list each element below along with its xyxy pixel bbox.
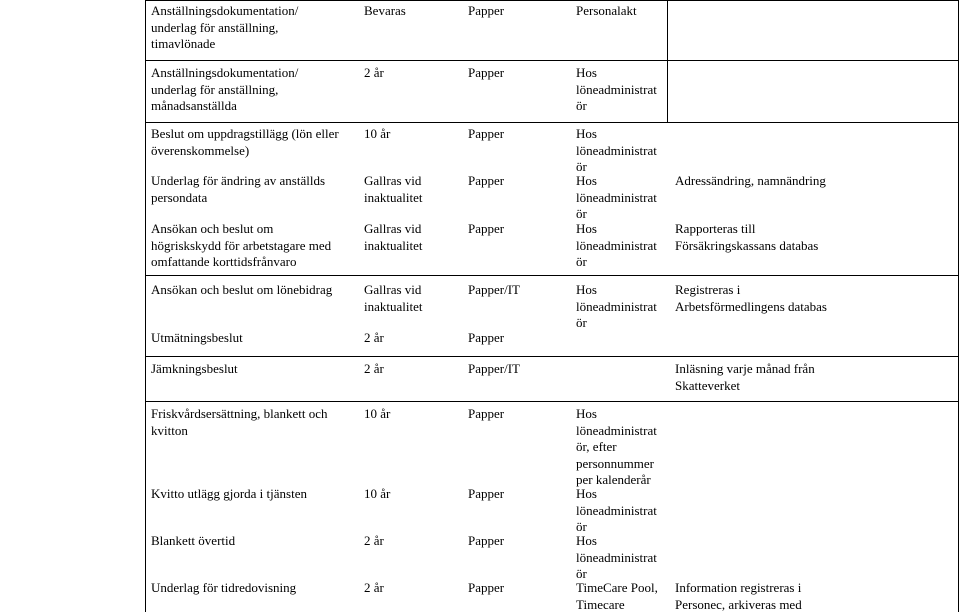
retention-cell: 2 år: [364, 361, 384, 376]
row-divider: [145, 401, 959, 402]
retention-cell: 2 år: [364, 330, 384, 345]
storage-location-cell: Hos löneadministrat ör: [576, 282, 657, 330]
storage-location-cell: Hos löneadministrat ör: [576, 173, 657, 221]
medium-cell: Papper: [468, 126, 505, 141]
column-divider: [667, 0, 668, 123]
document-type-cell: Underlag för ändring av anställds persondata: [151, 173, 326, 205]
storage-location-cell: Hos löneadministrat ör: [576, 533, 657, 581]
storage-location-cell: Hos löneadministrat ör, efter personnummer per kalenderår: [576, 406, 657, 487]
document-type-cell: Ansökan och beslut om lönebidrag: [151, 282, 333, 297]
note-cell: Adressändring, namnändring: [675, 173, 826, 188]
storage-location-cell: TimeCare Pool, Timecare: [576, 580, 658, 612]
note-cell: Inläsning varje månad från Skatteverket: [675, 361, 815, 393]
medium-cell: Papper: [468, 580, 505, 595]
medium-cell: Papper: [468, 330, 505, 345]
note-cell: Rapporteras till Försäkringskassans databas: [675, 221, 819, 253]
document-type-cell: Anställningsdokumentation/ underlag för anställning, månadsanställda: [151, 65, 299, 113]
storage-location-cell: Hos löneadministrat ör: [576, 65, 657, 113]
document-type-cell: Jämkningsbeslut: [151, 361, 238, 376]
document-type-cell: Kvitto utlägg gjorda i tjänsten: [151, 486, 307, 501]
note-cell: Information registreras i Personec, arkiveras med: [675, 580, 802, 612]
storage-location-cell: Personalakt: [576, 3, 637, 18]
medium-cell: Papper: [468, 486, 505, 501]
document-type-cell: Beslut om uppdragstillägg (lön eller överenskommelse): [151, 126, 339, 158]
medium-cell: Papper: [468, 173, 505, 188]
retention-cell: 10 år: [364, 406, 391, 421]
medium-cell: Papper: [468, 221, 505, 236]
retention-cell: 10 år: [364, 486, 391, 501]
storage-location-cell: Hos löneadministrat ör: [576, 221, 657, 269]
row-divider: [145, 275, 959, 276]
document-type-cell: Anställningsdokumentation/ underlag för anställning, timavlönade: [151, 3, 299, 51]
document-type-cell: Friskvårdsersättning, blankett och kvitton: [151, 406, 328, 438]
medium-cell: Papper/IT: [468, 361, 520, 376]
document-type-cell: Underlag för tidredovisning: [151, 580, 297, 595]
retention-cell: 2 år: [364, 580, 384, 595]
table-border-left: [145, 0, 146, 612]
table-border-right: [958, 0, 959, 612]
retention-cell: 10 år: [364, 126, 391, 141]
medium-cell: Papper: [468, 533, 505, 548]
row-divider: [145, 0, 959, 1]
retention-cell: Gallras vid inaktualitet: [364, 282, 423, 314]
row-divider: [145, 356, 959, 357]
row-divider: [145, 60, 959, 61]
medium-cell: Papper: [468, 406, 505, 421]
storage-location-cell: Hos löneadministrat ör: [576, 126, 657, 174]
storage-location-cell: Hos löneadministrat ör: [576, 486, 657, 534]
document-type-cell: Blankett övertid: [151, 533, 236, 548]
medium-cell: Papper/IT: [468, 282, 520, 297]
row-divider: [145, 122, 959, 123]
retention-cell: 2 år: [364, 65, 384, 80]
retention-cell: 2 år: [364, 533, 384, 548]
document-type-cell: Ansökan och beslut om högriskskydd för arbetstagare med omfattande korttidsfrånvaro: [151, 221, 332, 269]
document-type-cell: Utmätningsbeslut: [151, 330, 243, 345]
retention-cell: Gallras vid inaktualitet: [364, 173, 423, 205]
medium-cell: Papper: [468, 65, 505, 80]
retention-cell: Bevaras: [364, 3, 406, 18]
medium-cell: Papper: [468, 3, 505, 18]
retention-cell: Gallras vid inaktualitet: [364, 221, 423, 253]
note-cell: Registreras i Arbetsförmedlingens databas: [675, 282, 827, 314]
